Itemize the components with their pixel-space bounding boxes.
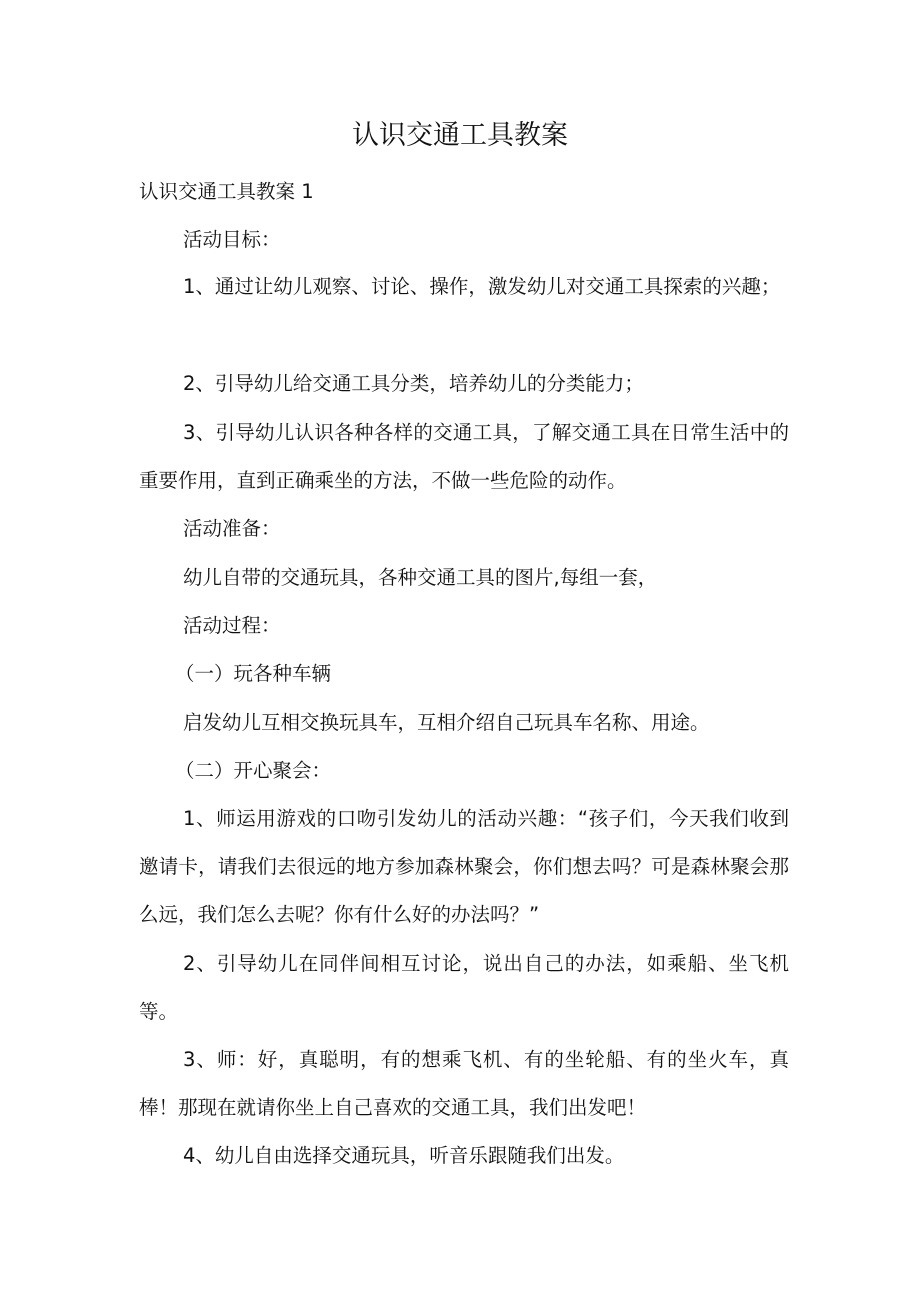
paragraph-preparation-heading: 活动准备： [183,517,281,540]
paragraph-preparation: 幼儿自带的交通玩具，各种交通工具的图片,每组一套， [183,566,658,589]
paragraph-activity-goals-heading: 活动目标： [183,228,281,251]
paragraph-part-one-heading: （一）玩各种车辆 [175,662,332,685]
paragraph-goal-1: 1、通过让幼儿观察、讨论、操作，激发幼儿对交通工具探索的兴趣； [183,275,781,298]
section-heading: 认识交通工具教案 1 [139,180,314,203]
paragraph-part-one: 启发幼儿互相交换玩具车，互相介绍自己玩具车名称、用途。 [183,711,710,734]
paragraph-step-2: 2、引导幼儿在同伴间相互讨论，说出自己的办法，如乘船、坐飞机等。 [139,952,789,1023]
document-title: 认识交通工具教案 [352,120,568,151]
paragraph-step-3: 3、师：好，真聪明，有的想乘飞机、有的坐轮船、有的坐火车，真棒！那现在就请你坐上自己喜欢的交通工具，我们出发吧！ [139,1048,789,1119]
paragraph-step-4: 4、幼儿自由选择交通玩具，听音乐跟随我们出发。 [183,1144,625,1167]
paragraph-process-heading: 活动过程： [183,614,281,637]
paragraph-part-two-heading: （二）开心聚会： [175,759,332,782]
paragraph-goal-2: 2、引导幼儿给交通工具分类，培养幼儿的分类能力； [183,372,644,395]
paragraph-step-1: 1、师运用游戏的口吻引发幼儿的活动兴趣：“孩子们，今天我们收到邀请卡，请我们去很远的地方参加森林聚会，你们想去吗？可是森林聚会那么远，我们怎么去呢？你有什么好的办法吗？” [139,807,789,926]
paragraph-goal-3: 3、引导幼儿认识各种各样的交通工具，了解交通工具在日常生活中的重要作用，直到正确乘坐的方法，不做一些危险的动作。 [139,421,789,492]
